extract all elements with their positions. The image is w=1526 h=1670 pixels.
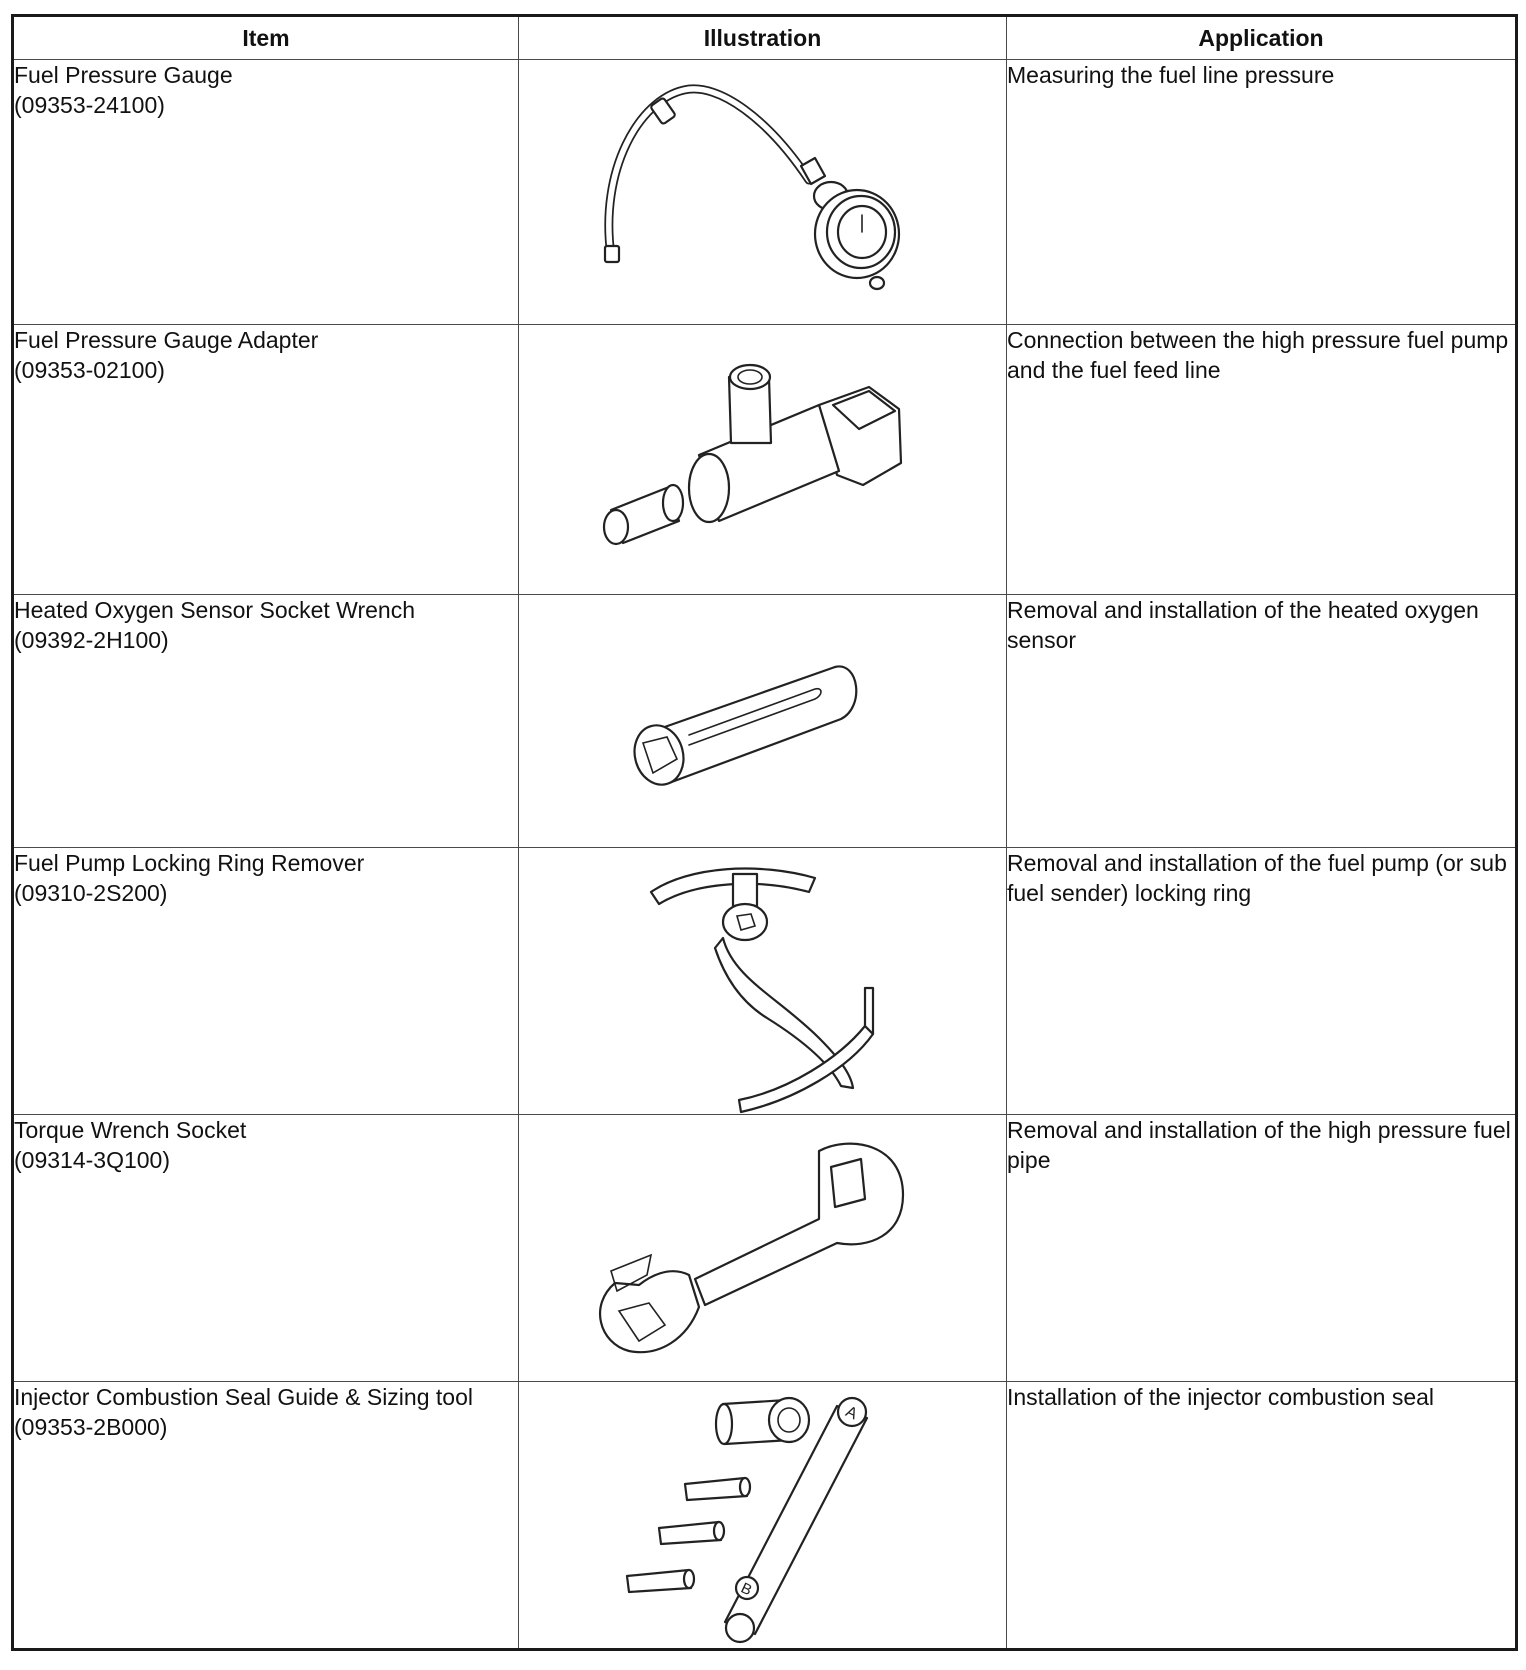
- item-cell: [13, 325, 519, 595]
- table-row: [13, 595, 1517, 848]
- table-row: [13, 1115, 1517, 1382]
- item-cell: [13, 60, 519, 325]
- special-tools-table: [11, 14, 1518, 1651]
- item-part-number: (09314-3Q100): [14, 1147, 170, 1173]
- table-row: [13, 60, 1517, 325]
- header-item: Item: [13, 16, 519, 60]
- fuel-pressure-gauge-icon: [519, 60, 1007, 324]
- header-application: Application: [1007, 16, 1517, 60]
- illustration-cell: [519, 1382, 1007, 1650]
- gauge-adapter-icon: [519, 325, 1007, 594]
- application-cell: Installation of the injector combustion seal: [1007, 1382, 1517, 1650]
- table-row: [13, 1382, 1517, 1650]
- table-row: [13, 325, 1517, 595]
- mark-a-label: A: [842, 1403, 860, 1424]
- item-part-number: (09353-24100): [14, 92, 165, 118]
- application-cell: Measuring the fuel line pressure: [1007, 60, 1517, 325]
- item-name: Fuel Pressure Gauge Adapter: [14, 327, 319, 353]
- illustration-cell: [519, 325, 1007, 595]
- item-part-number: (09310-2S200): [14, 880, 168, 906]
- application-cell: Removal and installation of the fuel pump (or sub fuel sender) locking ring: [1007, 848, 1517, 1115]
- item-cell: [13, 1382, 519, 1650]
- item-cell: [13, 848, 519, 1115]
- table-row: [13, 848, 1517, 1115]
- illustration-cell: [519, 848, 1007, 1115]
- item-name: Torque Wrench Socket: [14, 1117, 247, 1143]
- illustration-cell: [519, 595, 1007, 848]
- item-part-number: (09353-2B000): [14, 1414, 168, 1440]
- item-name: Fuel Pressure Gauge: [14, 62, 233, 88]
- torque-wrench-socket-icon: [519, 1115, 1007, 1381]
- socket-wrench-icon: [519, 595, 1007, 847]
- locking-ring-remover-icon: [519, 848, 1007, 1114]
- header-illustration: Illustration: [519, 16, 1007, 60]
- table-header-row: [13, 16, 1517, 60]
- application-cell: Connection between the high pressure fuel pump and the fuel feed line: [1007, 325, 1517, 595]
- seal-guide-sizing-tool-icon: [519, 1382, 1007, 1648]
- item-part-number: (09392-2H100): [14, 627, 169, 653]
- illustration-cell: [519, 60, 1007, 325]
- item-name: Injector Combustion Seal Guide & Sizing tool: [14, 1384, 473, 1410]
- item-name: Heated Oxygen Sensor Socket Wrench: [14, 597, 416, 623]
- item-name: Fuel Pump Locking Ring Remover: [14, 850, 365, 876]
- application-cell: Removal and installation of the high pressure fuel pipe: [1007, 1115, 1517, 1382]
- item-cell: [13, 1115, 519, 1382]
- mark-b-label: B: [738, 1579, 755, 1600]
- illustration-cell: [519, 1115, 1007, 1382]
- application-cell: Removal and installation of the heated oxygen sensor: [1007, 595, 1517, 848]
- item-cell: [13, 595, 519, 848]
- item-part-number: (09353-02100): [14, 357, 165, 383]
